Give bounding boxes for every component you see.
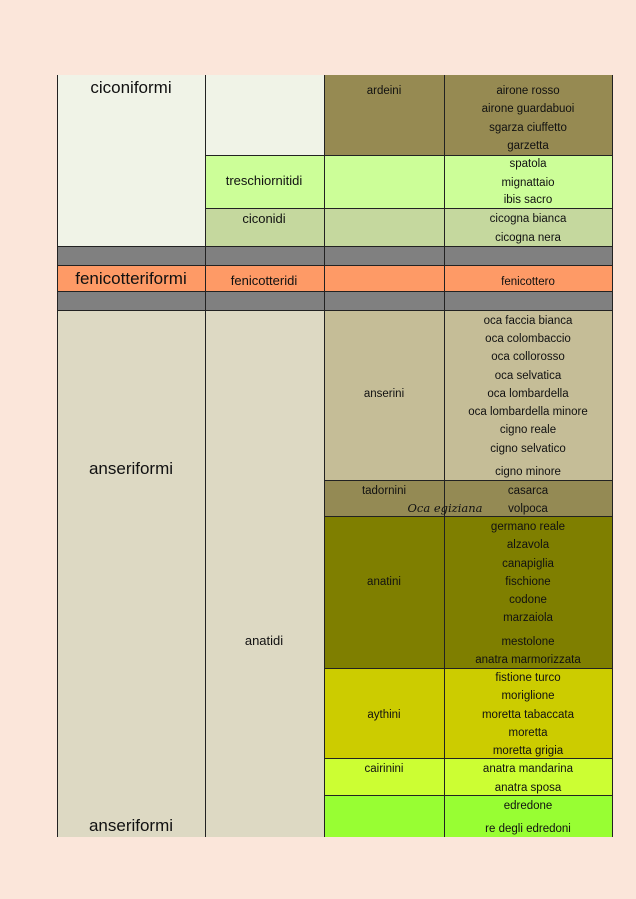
grid-line [57, 291, 613, 292]
grid-line [612, 75, 613, 837]
subfamily-ardeini: ardeini [366, 85, 402, 97]
subfamily-anserini: anserini [363, 388, 405, 400]
ciconiformi-order-cell [57, 75, 205, 246]
grid-line [324, 758, 613, 759]
species-item: airone rosso [496, 85, 560, 97]
grid-line [57, 265, 613, 266]
species-item: germano reale [490, 521, 566, 533]
species-item: anatra marmorizzata [475, 654, 581, 666]
grid-line [57, 75, 58, 837]
ciconiformi-family-cell [205, 75, 324, 155]
species-item: cigno reale [499, 424, 557, 436]
species-item: anatra sposa [494, 782, 562, 794]
subfamily-tadornini: tadornini [361, 485, 407, 497]
species-item: oca colombaccio [485, 333, 571, 345]
species-item: fistione turco [495, 672, 561, 684]
grid-line [324, 516, 613, 517]
grid-line [444, 75, 445, 837]
species-item: oca collorosso [491, 351, 565, 363]
family-anatidi: anatidi [244, 633, 284, 648]
subfamily-cairinini: cairinini [364, 763, 404, 775]
species-item: garzetta [507, 140, 549, 152]
species-item: oca faccia bianca [483, 315, 573, 327]
species-item: casarca [507, 485, 549, 497]
species-item: marzaiola [503, 612, 553, 624]
species-item: moretta tabaccata [481, 709, 575, 721]
grid-line [324, 668, 613, 669]
species-item: cigno minore [495, 466, 561, 478]
grid-line [57, 310, 613, 311]
grid-line [324, 795, 613, 796]
order-anseriformi-bottom: anseriformi [88, 816, 174, 835]
species-item: canapiglia [502, 558, 554, 570]
species-item: moretta grigia [492, 745, 564, 757]
species-item: sgarza ciuffetto [489, 122, 567, 134]
family-ciconidi: ciconidi [242, 211, 286, 226]
species-item: mestolone [501, 636, 555, 648]
separator-row [57, 291, 613, 310]
species-item: oca lombardella minore [468, 406, 588, 418]
species-item: fenicottero [501, 276, 555, 288]
species-item: anatra mandarina [482, 763, 574, 775]
grid-line [205, 75, 206, 837]
grid-line [324, 480, 613, 481]
grid-line [57, 246, 613, 247]
grid-line [205, 208, 613, 209]
order-fenicotteriformi: fenicotteriformi [75, 269, 187, 288]
species-item: fischione [505, 576, 551, 588]
species-item: cicogna nera [495, 232, 561, 244]
order-ciconiformi: ciconiformi [90, 78, 172, 97]
species-item: alzavola [506, 539, 550, 551]
note-oca-egiziana: Oca egiziana [407, 501, 483, 515]
species-item: moretta [508, 727, 548, 739]
order-anseriformi: anseriformi [88, 459, 174, 478]
species-item: ibis sacro [503, 194, 553, 206]
species-item: mignattaio [501, 177, 555, 189]
species-item: cicogna bianca [489, 213, 567, 225]
family-fenicotteridi: fenicotteridi [230, 273, 298, 288]
species-item: oca lombardella [487, 388, 569, 400]
subfamily-anatini: anatini [367, 576, 401, 588]
species-item: cigno selvatico [490, 443, 566, 455]
species-item: airone guardabuoi [481, 103, 575, 115]
grid-line [324, 75, 325, 837]
species-item: edredone [503, 800, 553, 812]
species-item: volpoca [508, 503, 548, 515]
subfamily-aythini: aythini [367, 709, 401, 721]
species-item: spatola [509, 158, 547, 170]
anatini-row [324, 516, 613, 668]
family-treschiornitidi: treschiornitidi [225, 173, 303, 188]
species-item: codone [509, 594, 547, 606]
species-item: re degli edredoni [485, 823, 571, 835]
species-item: moriglione [501, 690, 555, 702]
anseriformi-order-cell [57, 310, 324, 837]
species-item: oca selvatica [494, 370, 562, 382]
grid-line [205, 155, 613, 156]
separator-row [57, 246, 613, 265]
